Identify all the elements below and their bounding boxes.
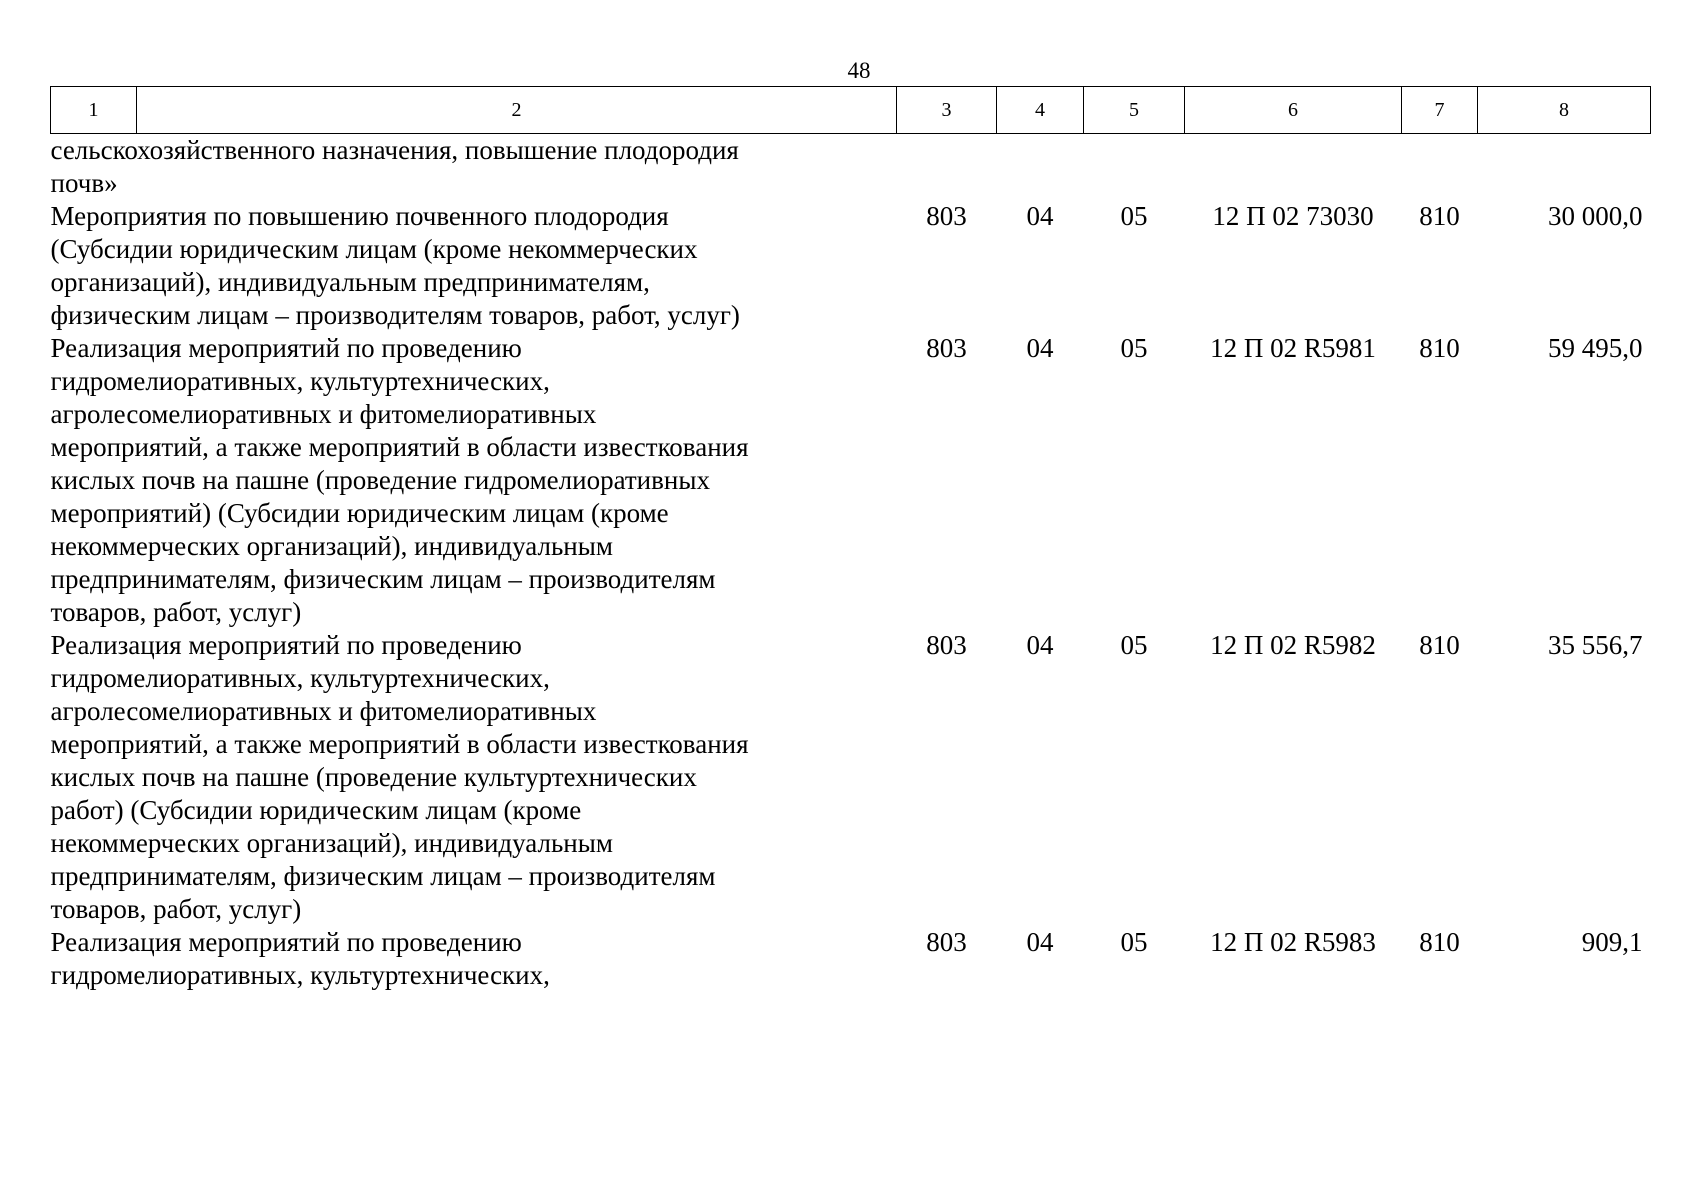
row-amount <box>1478 134 1651 201</box>
table-row <box>51 200 1651 332</box>
row-target-article: 12 П 02 73030 <box>1212 201 1374 231</box>
row-section-code <box>997 134 1084 201</box>
row-expense-type <box>1402 134 1478 201</box>
row-description: Реализация мероприятий по проведению гидромелиоративных, культуртехнических, агролесомелиоративных и фитомелиоративных мероприятий, а также мероприятий в области известкования кислых почв на пашне (проведение культуртехнических работ) (Субсидии юридическим лицам (кроме некоммерческих организаций), индивидуальным предпринимателям, физическим лицам – производителям товаров, работ, услуг) <box>50 630 749 924</box>
row-ministry-code: 803 <box>926 630 967 660</box>
column-header-5: 5 <box>1084 87 1185 134</box>
row-amount: 30 000,0 <box>1548 201 1643 231</box>
column-header-7: 7 <box>1402 87 1478 134</box>
row-section-code: 04 <box>1026 927 1054 957</box>
row-target-article: 12 П 02 R5983 <box>1210 927 1376 957</box>
row-ministry-code: 803 <box>926 333 967 363</box>
row-description: Реализация мероприятий по проведению гидромелиоративных, культуртехнических, агролесомелиоративных и фитомелиоративных мероприятий, а также мероприятий в области известкования кислых почв на пашне (проведение гидромелиоративных мероприятий) (Субсидии юридическим лицам (кроме некоммерческих организаций), индивидуальным предпринимателям, физическим лицам – производителям товаров, работ, услуг) <box>50 333 749 627</box>
row-subsection-code: 05 <box>1120 630 1148 660</box>
row-section-code: 04 <box>1026 630 1054 660</box>
column-header-4: 4 <box>997 87 1084 134</box>
table-body <box>51 134 1651 993</box>
row-subsection-code: 05 <box>1120 927 1148 957</box>
table-row <box>51 629 1651 926</box>
row-section-code: 04 <box>1026 333 1054 363</box>
column-header-3: 3 <box>897 87 997 134</box>
column-header-2: 2 <box>137 87 897 134</box>
row-description: Мероприятия по повышению почвенного плодородия (Субсидии юридическим лицам (кроме некоммерческих организаций), индивидуальным предпринимателям, физическим лицам – производителям товаров, работ, услуг) <box>50 201 740 330</box>
row-target-article: 12 П 02 R5982 <box>1210 630 1376 660</box>
row-description: сельскохозяйственного назначения, повышение плодородия почв» <box>50 135 739 198</box>
row-subsection-code <box>1084 134 1185 201</box>
budget-table <box>50 86 1651 992</box>
row-amount: 59 495,0 <box>1548 333 1643 363</box>
table-row <box>51 926 1651 992</box>
table-row <box>51 134 1651 201</box>
row-subsection-code: 05 <box>1120 201 1148 231</box>
row-amount: 909,1 <box>1581 927 1643 957</box>
column-header-6: 6 <box>1185 87 1402 134</box>
row-description: Реализация мероприятий по проведению гидромелиоративных, культуртехнических, <box>50 927 550 990</box>
row-expense-type: 810 <box>1419 927 1460 957</box>
row-target-article <box>1185 134 1402 201</box>
row-expense-type: 810 <box>1419 201 1460 231</box>
row-target-article: 12 П 02 R5981 <box>1210 333 1376 363</box>
column-header-8: 8 <box>1478 87 1651 134</box>
row-ministry-code <box>897 134 997 201</box>
row-ministry-code: 803 <box>926 201 967 231</box>
table-header <box>51 87 1651 134</box>
page-number: 48 <box>847 58 871 83</box>
row-expense-type: 810 <box>1419 333 1460 363</box>
row-section-code: 04 <box>1026 201 1054 231</box>
column-numbers-row <box>51 87 1651 134</box>
row-expense-type: 810 <box>1419 630 1460 660</box>
row-ministry-code: 803 <box>926 927 967 957</box>
row-amount: 35 556,7 <box>1548 630 1643 660</box>
table-row <box>51 332 1651 629</box>
column-header-1: 1 <box>51 87 137 134</box>
row-subsection-code: 05 <box>1120 333 1148 363</box>
